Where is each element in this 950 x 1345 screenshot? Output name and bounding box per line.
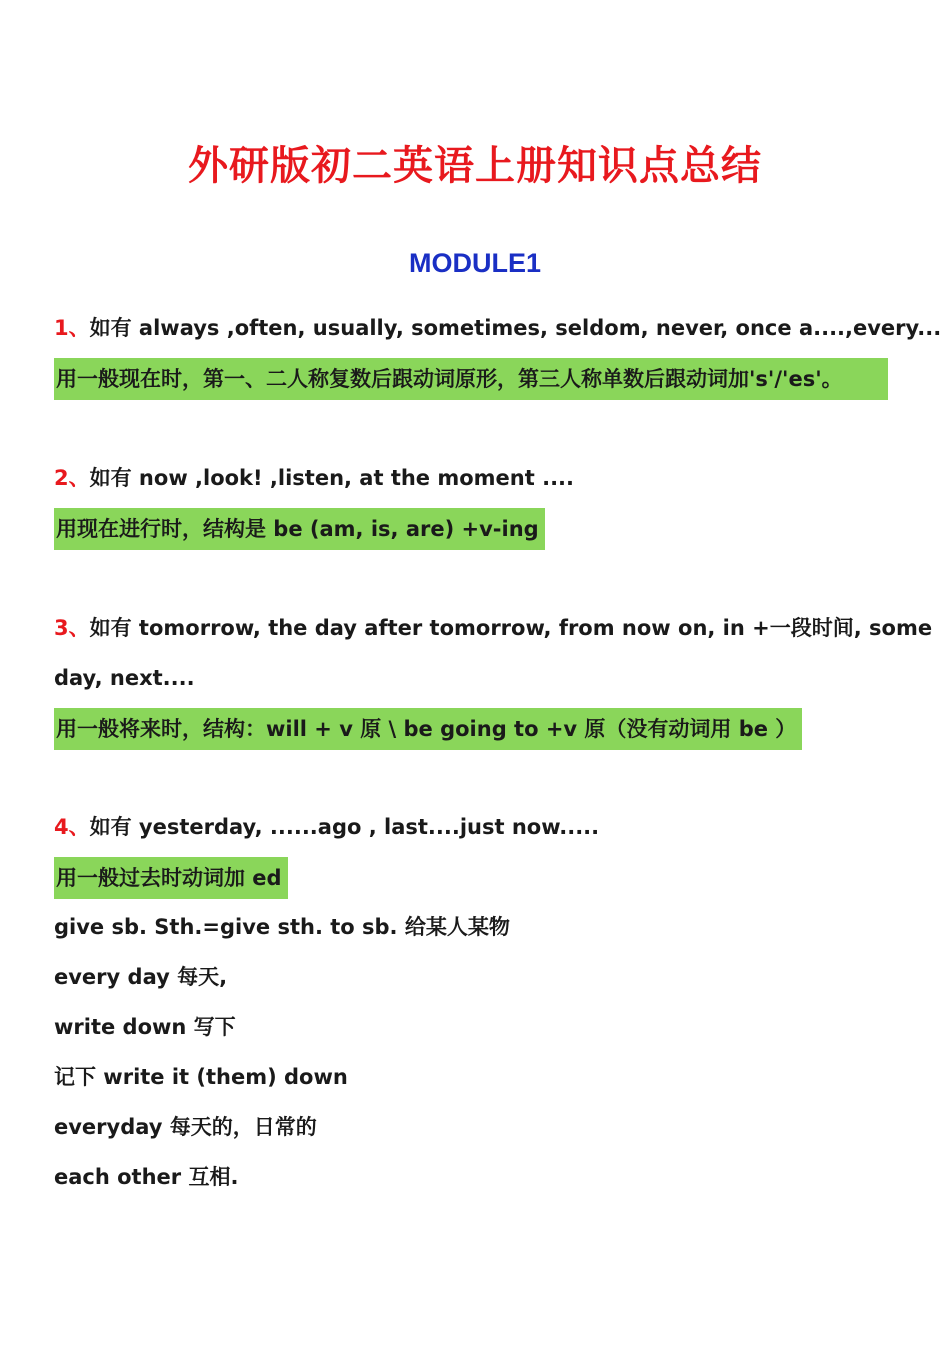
phrase-line: give sb. Sth.=give sth. to sb. 给某人某物 — [54, 915, 510, 939]
item-4-rule: 用一般过去时动词加 ed — [54, 857, 288, 899]
phrase-line: everyday 每天的，日常的 — [54, 1115, 317, 1139]
item-1-text: 如有 always ,often, usually, sometimes, seldom, never, once a....,every... — [89, 316, 942, 340]
item-1-question — [54, 311, 941, 345]
phrase-line: each other 互相. — [54, 1165, 239, 1189]
phrase-line: write down 写下 — [54, 1015, 236, 1039]
item-2-rule-row — [54, 508, 545, 550]
item-2-question — [54, 461, 574, 495]
item-3-number: 3、 — [54, 616, 90, 640]
item-4-text: 如有 yesterday, ......ago , last....just now..... — [89, 815, 600, 839]
item-3-text: 如有 tomorrow, the day after tomorrow, from now on, in +一段时间, some — [89, 616, 933, 640]
item-1-rule-row — [54, 358, 888, 400]
item-3-rule-row — [54, 708, 802, 750]
phrase-line: 记下 write it (them) down — [54, 1065, 348, 1089]
item-2-text: 如有 now ,look! ,listen, at the moment .... — [89, 466, 575, 490]
item-3-question-cont: day, next.... — [54, 666, 195, 690]
page-title: 外研版初二英语上册知识点总结 — [188, 143, 762, 189]
item-2-number: 2、 — [54, 466, 90, 490]
item-4-number: 4、 — [54, 815, 90, 839]
item-1-rule: 用一般现在时，第一、二人称复数后跟动词原形，第三人称单数后跟动词加's'/'es'。 — [54, 358, 888, 400]
item-3-rule: 用一般将来时，结构：will + v 原 \ be going to +v 原（没有动词用 be ） — [54, 708, 802, 750]
module-heading: MODULE1 — [408, 248, 541, 278]
item-4-question — [54, 810, 599, 844]
item-1-number: 1、 — [54, 316, 90, 340]
item-2-rule: 用现在进行时，结构是 be (am, is, are) +v-ing — [54, 508, 545, 550]
item-3-question — [54, 611, 932, 645]
item-4-rule-row — [54, 857, 288, 899]
phrase-line: every day 每天, — [54, 965, 228, 989]
